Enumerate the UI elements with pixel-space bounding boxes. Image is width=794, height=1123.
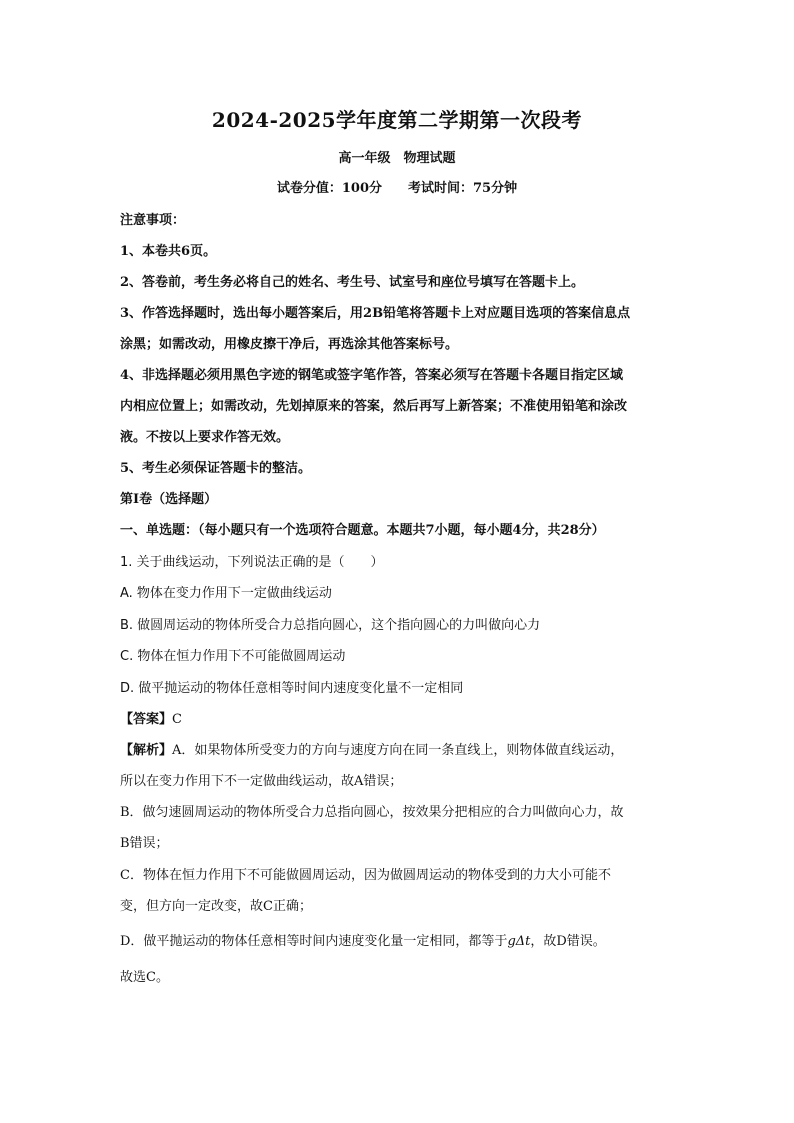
analysis-line: C．物体在恒力作用下不可能做圆周运动，因为做圆周运动的物体受到的力大小可能不 [120,868,611,883]
analysis-d-prefix: D．做平抛运动的物体任意相等时间内速度变化量一定相同，都等于 [120,934,508,949]
analysis-text: A．如果物体所受变力的方向与速度方向在同一条直线上，则物体做直线运动， [172,743,624,758]
option-a: A. 物体在变力作用下一定做曲线运动 [120,586,332,601]
notice-item: 2、答卷前，考生务必将自己的姓名、考生号、试室号和座位号填写在答题卡上。 [120,275,585,290]
answer-line [120,708,182,727]
option-c: C. 物体在恒力作用下不可能做圆周运动 [120,649,346,664]
notice-item: 液。不按以上要求作答无效。 [120,430,290,445]
notice-item: 1、本卷共6页。 [120,244,217,259]
notice-item: 内相应位置上；如需改动，先划掉原来的答案，然后再写上新答案；不准使用铅笔和涂改 [120,399,628,414]
analysis-line: 变，但方向一定改变，故C正确； [120,899,312,914]
option-d: D. 做平抛运动的物体任意相等时间内速度变化量不一定相同 [120,681,464,696]
analysis-line: B．做匀速圆周运动的物体所受合力总指向圆心，按效果分把相应的合力叫做向心力，故 [120,805,624,820]
option-b: B. 做圆周运动的物体所受合力总指向圆心，这个指向圆心的力叫做向心力 [120,618,541,633]
answer-tag: 【答案】 [120,712,173,727]
conclusion: 故选C。 [120,970,169,985]
analysis-line [120,739,623,758]
exam-meta: 试卷分值：100分 考试时间：75分钟 [276,181,518,196]
notice-item: 涂黑；如需改动，用橡皮擦干净后，再选涂其他答案标号。 [120,337,459,352]
analysis-d-suffix: ，故D错误。 [530,934,606,949]
notice-item: 5、考生必须保证答题卡的整洁。 [120,461,312,476]
analysis-line: B错误； [120,836,169,851]
analysis-tag: 【解析】 [120,743,173,758]
notice-heading: 注意事项： [120,213,186,228]
section-heading: 一、单选题：（每小题只有一个选项符合题意。本题共7小题，每小题4分，共28分） [120,523,605,538]
notice-item: 4、非选择题必须用黑色字迹的钢笔或签字笔作答，答案必须写在答题卡各题目指定区域 [120,368,624,383]
question-stem: 1. 关于曲线运动，下列说法正确的是（ ） [120,555,384,570]
exam-title: 2024-2025学年度第二学期第一次段考 [211,108,583,132]
exam-subtitle: 高一年级 物理试题 [338,151,456,166]
volume-heading: 第I卷（选择题） [120,492,218,507]
notice-item: 3、作答选择题时，选出每小题答案后，用2B铅笔将答题卡上对应题目选项的答案信息点 [120,306,631,321]
analysis-line: 所以在变力作用下不一定做曲线运动，故A错误； [120,774,403,789]
analysis-line-d [120,930,606,949]
formula: gΔt [507,934,531,949]
answer-value: C [172,712,182,727]
